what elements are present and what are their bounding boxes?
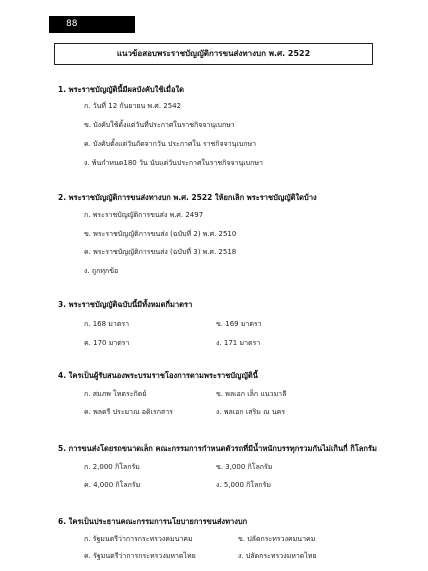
option-d: ง. พลเอก เสริม ณ นคร	[216, 408, 286, 416]
option-c: ค. 170 มาตรา	[84, 339, 130, 347]
question-title: 6. ใครเป็นประธานคณะกรรมการนโยบายการขนส่งทางบก	[58, 517, 248, 526]
option-c: ค. บังคับตั้งแต่วันถัดจากวัน ประกาศใน ราชกิจจานุเบกษา	[84, 140, 257, 148]
option-c: ค. พลตรี ประมาณ อดิเรกสาร	[84, 408, 173, 416]
option-a: ก. พระราชบัญญัติการขนส่ง พ.ศ. 2497	[84, 211, 204, 219]
question-title: 2. พระราชบัญญัติการขนส่งทางบก พ.ศ. 2522 ให้ยกเลิก พระราชบัญญัติใดบ้าง	[58, 193, 317, 202]
question-title: 4. ใครเป็นผู้รับสนองพระบรมราชโองการตามพระราชบัญญัตินี้	[58, 371, 258, 380]
option-a: ก. สมภพ โหตระกิตย์	[84, 390, 147, 398]
option-d: ง. 5,000 กิโลกรัม	[216, 481, 272, 489]
option-d: ง. พ้นกำหนด180 วัน นับแต่วันประกาศในราชกิจจานุเบกษา	[84, 159, 263, 167]
option-a: ก. รัฐมนตรีว่าการกระทรวงคมนาคม	[84, 535, 193, 543]
option-b: ข. บังคับใช้ตั้งแต่วันที่ประกาศในราชกิจจานุเบกษา	[84, 121, 235, 129]
option-a: ก. 168 มาตรา	[84, 320, 130, 328]
option-c: ค. 4,000 กิโลกรัม	[84, 481, 141, 489]
page-title: แนวข้อสอบพระราชบัญญัติการขนส่งทางบก พ.ศ. 2522	[54, 43, 373, 65]
question-title: 3. พระราชบัญญัติฉบับนี้มีทั้งหมดกี่มาตรา	[58, 300, 193, 309]
page-number: 88	[49, 16, 135, 33]
option-b: ข. พลเอก เล็ก แนวมาลี	[216, 390, 287, 398]
question-title: 1. พระราชบัญญัตินี้มีผลบังคับใช้เมื่อใด	[58, 85, 184, 94]
option-d: ง. ปลัดกระทรวงมหาดไทย	[238, 552, 317, 560]
option-c: ค. พระราชบัญญัติการขนส่ง (ฉบับที่ 3) พ.ศ. 2518	[84, 248, 237, 256]
option-a: ก. วันที่ 12 กันยายน พ.ศ. 2542	[84, 102, 182, 110]
option-b: ข. 3,000 กิโลกรัม	[216, 463, 273, 471]
question-title: 5. การขนส่งโดยรถขนาดเล็ก คณะกรรมการกำหนดตัวรถที่มีน้ำหนักบรรทุกรวมกันไม่เกินกี่ กิโลกรัม	[58, 444, 377, 453]
option-b: ข. 169 มาตรา	[216, 320, 262, 328]
option-d: ง. ถูกทุกข้อ	[84, 267, 119, 275]
option-b: ข. ปลัดกระทรวงคมนาคม	[238, 535, 316, 543]
option-b: ข. พระราชบัญญัติการขนส่ง (ฉบับที่ 2) พ.ศ. 2510	[84, 230, 237, 238]
option-a: ก. 2,000 กิโลกรัม	[84, 463, 140, 471]
option-d: ง. 171 มาตรา	[216, 339, 261, 347]
option-c: ค. รัฐมนตรีว่าการกระทรวงมหาดไทย	[84, 552, 196, 560]
